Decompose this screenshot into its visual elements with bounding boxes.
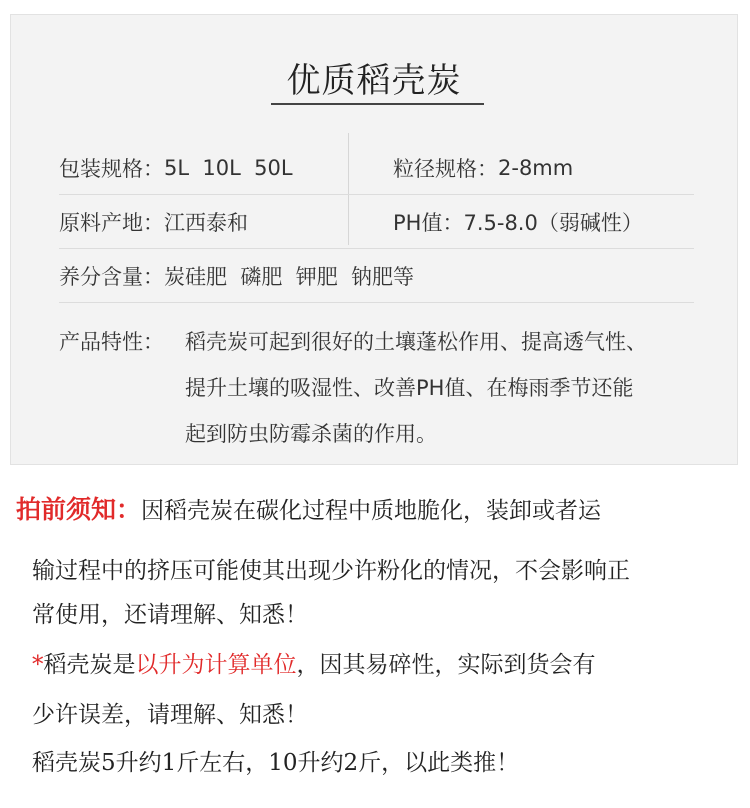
spec-packaging	[59, 141, 293, 195]
spec-particle-size	[393, 141, 573, 195]
notice-line	[16, 490, 601, 526]
product-title: 优质稻壳炭	[286, 61, 462, 101]
spec-value: 2-8mm	[498, 156, 574, 180]
spec-label: 粒径规格：	[393, 157, 498, 181]
spec-label: 养分含量：	[59, 265, 164, 289]
feature-line: 稻壳炭可起到很好的土壤蓬松作用、提高透气性、	[185, 330, 647, 354]
row-divider	[59, 302, 694, 303]
notice-line: 稻壳炭5升约1斤左右，10升约2斤，以此类推！	[32, 750, 520, 776]
spec-label: PH值：	[393, 211, 464, 235]
notice-line: 输过程中的挤压可能使其出现少许粉化的情况，不会影响正	[32, 558, 630, 584]
notice-text: ，因其易碎性，实际到货会有	[296, 652, 596, 678]
notice-line	[32, 646, 596, 679]
spec-row	[59, 195, 694, 249]
spec-label: 包装规格：	[59, 157, 164, 181]
spec-row	[59, 249, 694, 303]
spec-nutrients	[59, 249, 414, 303]
spec-ph	[393, 195, 643, 249]
notice-heading: 拍前须知：	[16, 495, 142, 524]
feature-line: 起到防虫防霉杀菌的作用。	[185, 422, 437, 446]
notice-text: 因稻壳炭在碳化过程中质地脆化，装卸或者运	[141, 498, 602, 524]
highlight-text: 以升为计算单位	[135, 652, 297, 678]
notice-text: 稻壳炭是	[43, 652, 136, 678]
feature-text	[185, 319, 705, 457]
spec-value: 炭硅肥 磷肥 钾肥 钠肥等	[164, 265, 415, 289]
spec-value: 7.5-8.0（弱碱性）	[463, 211, 643, 235]
spec-row	[59, 141, 694, 195]
spec-origin	[59, 195, 248, 249]
spec-value: 5L 10L 50L	[164, 156, 293, 180]
spec-label: 原料产地：	[59, 211, 164, 235]
notice-line: 常使用，还请理解、知悉！	[32, 602, 308, 628]
notice-line: 少许误差，请理解、知悉！	[32, 702, 308, 728]
title-underline	[271, 103, 484, 105]
feature-label: 产品特性：	[59, 330, 164, 354]
asterisk-mark: *	[32, 652, 44, 678]
product-info-card	[10, 14, 738, 465]
feature-line: 提升土壤的吸湿性、改善PH值、在梅雨季节还能	[185, 376, 634, 400]
spec-value: 江西泰和	[164, 211, 248, 235]
